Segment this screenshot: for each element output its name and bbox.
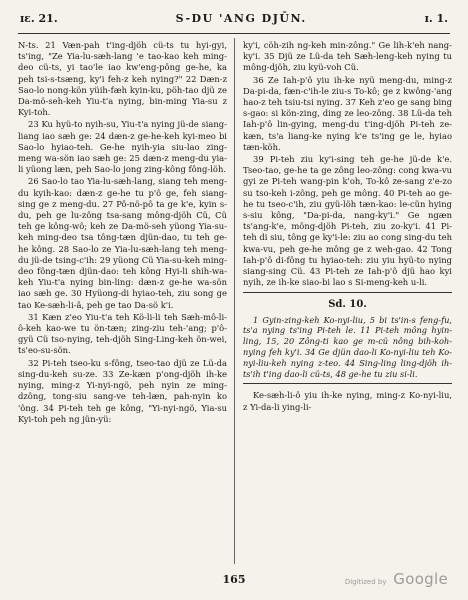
running-header: [20, 12, 448, 32]
verse-paragraph: N-ts. 21 Væn-pah t'ing-djöh cü-ts tu hyi-gyi, ts'ing, "Ze Yia-lu-sæh-lang 'e tao-kao keh ming-deo cü-ts, yi tao'le iao kw'eng-pông ge-he, ka peh tsi-s-tsæng, ky'i feh-z keh nying?" 22 Dæn-z Sao-lo nong-kön yüih-fæh kyin-ku, pöh-tao djü ze Da-mö-seh-keh Yiu-t'a nying, bin-ming Yia-su z Kyi-toh.: [18, 40, 227, 118]
google-logo: Google: [393, 570, 448, 588]
header-chapter-right: ɪ. 1.: [424, 12, 448, 25]
watermark-prefix: Digitized by: [344, 578, 387, 586]
verse-paragraph: 36 Ze Iah-p'ô yiu ih-ke nyü meng-du, ming-z Da-pi-da, fæn-c'ih-le ziu-s To-kô; ge z kwông-'ang hao-z teh tsiu-tsi nying. 37 Keh z'eo ge sang bing s-gao: si kön-zing, ding ze leo-zông. 38 Lü-da teh Iah-p'ô lin-gying, meng-du t'ing-djöh Pi-teh ze-kæn, ts'a liang-ke nying k'e ts'ing ge le, hyiao tæn-köh.: [243, 74, 452, 152]
verse-paragraph: Ke-sæh-li-ô yiu ih-ke nying, ming-z Ko-nyi-liu, z Yi-da-li ying-li-: [243, 390, 452, 412]
section-rule: [243, 292, 452, 293]
section-summary: 1 Gyin-zing-keh Ko-nyi-liu, 5 bi ts'in-s feng-fu, ts'a nying ts'ing Pi-teh le. 11 Pi-teh mông hyin-ling, 15, 20 Zông-ti kao ge m-cü nông bih-koh-nying feh ky'i. 34 Ge djün dao-li Ko-nyi-liu teh Ko-nyi-liu-keh nying z-teo. 44 Sing-ling ling-djöh ih-ts'ih t'ing dao-li cü-ts, 48 ge-he tu ziu si-li.: [243, 314, 452, 379]
verse-paragraph: 39 Pi-teh ziu ky'i-sing teh ge-he jü-de k'e. Tseo-tao, ge-he ta ge zông leo-zông: cong kwa-vu gyi ze Pi-teh wang-pin k'oh, To-kô ze-sang z'e-zo su tso-keh i-zông, peh ge mông. 40 Pi-teh ao ge-he tu tseo-c'ih, ziu gyü-löh tæn-kao: le-cün hying s-siu kông, "Da-pi-da, nang-ky'i." Ge ngæn ts'ang-k'e, mông-djöh Pi-teh, ziu zo-ky'i. 41 Pi-teh di siu, tông ge ky'i-le: ziu ao cong sing-du teh kwa-vu, peh ge-he mông ge z weh-gao. 42 Tong Iah-p'ô di-fông tu hyiao-teh: ziu yiu hyü-to nying siang-sing Cü. 43 Pi-teh ze Iah-p'ô djü hao kyi nyih, ze ih-ke siao-bi lao s Si-meng-keh u-li.: [243, 154, 453, 288]
verse-paragraph: 32 Pi-teh tseo-ku s-fông, tseo-tao djü ze Lü-da sing-du-keh su-ze. 33 Ze-kæn p'ong-djöh ih-ke nying, ming-z Yi-nyi-ngö, peh nyin ze ming-dzông, tong-siu sang-ve teh-læn, pah-nyin ko 'ông. 34 Pi-teh teh ge kông, "Yi-nyi-ngö, Yia-su Kyi-toh peh ng jün-yü:: [18, 357, 227, 424]
left-column: [18, 40, 227, 426]
verse-paragraph: 26 Sao-lo tao Yia-lu-sæh-lang, siang teh meng-du kyih-kao: dæn-z ge-he tu p'ô ge, feh siang-sing ge z meng-du. 27 Pô-nö-pô ta ge k'e, kyin s-du, peh ge lu-zông tsa-sang mông-djöh Cü, Cü teh ge kông-wô; keh ze Da-mö-seh yüong Yia-su-keh ming-deo tsa tông-tæn djün-dao, tu teh ge-he kông. 28 Sao-lo ze Yia-lu-sæh-lang teh meng-du jü-de tsing-c'ih: 29 yüong Cü Yia-su-keh ming-deo fông-tæn djün-dao: teh kông Hyi-li shih-wa-keh Yiu-t'a nying bin-ling: dæn-z ge-he wa-sön iao sæh ge. 30 Hyüong-di hyiao-teh, ziu song ge tao Ke-sæh-li-â, peh ge tao Da-sö k'i.: [18, 176, 227, 310]
header-title: S-DU 'ANG DJŪN.: [175, 12, 307, 25]
header-rule: [18, 33, 450, 34]
column-divider: [234, 38, 235, 564]
verse-paragraph: ky'i, cöh-zih ng-keh min-zông." Ge lih-k'eh nang-ky'i. 35 Djü ze Lü-da teh Sæh-leng-keh nying tu mông-djöh, ziu kyü-voh Cü.: [243, 40, 452, 73]
verse-paragraph: 31 Kæn z'eo Yiu-t'a teh Kö-li-li teh Sæh-mô-li-ô-keh kao-we tu ön-tæn; zing-ziu teh-'ang; p'ô-gyü Cü tso-nying, teh-djöh Sing-Ling-keh ön-wei, ts'eo-su-sön.: [18, 311, 227, 356]
section-title: Sd. 10.: [328, 299, 367, 311]
section-rule: [243, 383, 452, 384]
digitized-watermark: [345, 570, 448, 588]
right-column: [243, 40, 452, 414]
header-chapter-left: ɪɛ. 21.: [20, 12, 58, 25]
page-number: 165: [222, 573, 246, 586]
verse-paragraph: 23 Ku hyü-to nyih-su, Yiu-t'a nying jü-de siang-liang iao sæh ge: 24 dæn-z ge-he-keh kyi-meo bi Sao-lo hyiao-teh. Ge-he nyih-yia siu-lao zing-meng wa-sön iao sæh ge: 25 dæn-z meng-du yia-li yüong læn, peh Sao-lo jong zing-kông fông-löh.: [18, 119, 227, 175]
